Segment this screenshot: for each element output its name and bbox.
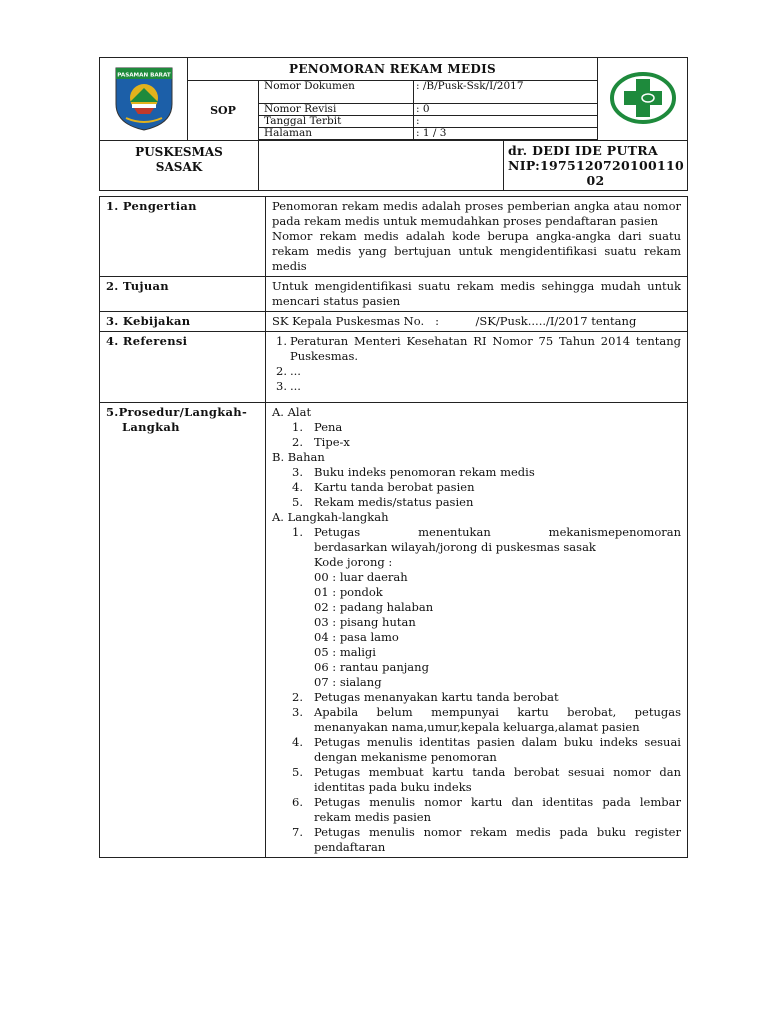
signer-name: dr. DEDI IDE PUTRA — [508, 143, 658, 158]
list-number: 4. — [292, 735, 303, 749]
list-number: 6. — [292, 795, 303, 809]
prosedur-label-line2: Langkah — [122, 420, 180, 434]
section-content-kebijakan: SK Kepala Puskesmas No. : /SK/Pusk...../I/2017 tentang — [266, 312, 688, 332]
meta-value-nomor-dokumen: : /B/Pusk-Ssk/I/2017 — [414, 81, 598, 104]
step1-line2: berdasarkan wilayah/jorong di puskesmas sasak — [314, 540, 596, 554]
meta-label-nomor-revisi: Nomor Revisi — [259, 104, 414, 116]
list-text: Apabila belum mempunyai kartu berobat, petugas menanyakan nama,umur,kepala keluarga,alamat pasien — [314, 705, 681, 734]
list-number: 2. — [276, 364, 287, 378]
kode-jorong-item: 02 : padang halaban — [314, 600, 434, 614]
list-number: 3. — [292, 705, 303, 719]
list-item — [272, 334, 681, 364]
list-text: ... — [290, 364, 301, 378]
pengertian-paragraph-1: Penomoran rekam medis adalah proses pemberian angka atau nomor pada rekam medis untuk memudahkan proses pendaftaran pasien — [272, 199, 681, 228]
section-content-tujuan: Untuk mengidentifikasi suatu rekam medis sehingga mudah untuk mencari status pasien — [266, 277, 688, 312]
puskesmas-line2: SASAK — [155, 160, 203, 174]
list-item — [272, 364, 681, 379]
step-item — [272, 525, 681, 555]
list-item — [272, 480, 681, 495]
list-text: Kartu tanda berobat pasien — [314, 480, 475, 494]
pasaman-barat-logo-icon — [112, 64, 176, 132]
section-label-referensi: 4. Referensi — [100, 332, 266, 403]
sop-body-table — [99, 196, 688, 858]
meta-value-nomor-revisi: : 0 — [414, 104, 598, 116]
kode-jorong-heading: Kode jorong : — [314, 555, 393, 569]
section-label-prosedur — [100, 403, 266, 858]
list-number: 1. — [292, 420, 303, 434]
kode-jorong-item: 04 : pasa lamo — [314, 630, 399, 644]
list-number: 2. — [292, 435, 303, 449]
list-number: 1. — [276, 334, 287, 348]
meta-label-nomor-dokumen: Nomor Dokumen — [259, 81, 414, 104]
meta-value-halaman: : 1 / 3 — [414, 128, 598, 140]
step-item — [272, 705, 681, 735]
list-text: Buku indeks penomoran rekam medis — [314, 465, 535, 479]
section-tujuan — [100, 277, 688, 312]
pengertian-paragraph-2: Nomor rekam medis adalah kode berupa angka-angka dari suatu rekam medis yang bertujuan untuk mengidentifikasi suatu rekam medis — [272, 229, 681, 273]
list-text: Petugas menulis nomor kartu dan identitas pada lembar rekam medis pasien — [314, 795, 681, 824]
puskesmas-name — [100, 141, 259, 191]
signer-nip: NIP:1975120720100110 — [508, 158, 685, 173]
list-number: 3. — [276, 379, 287, 393]
header-table — [99, 57, 688, 191]
list-number: 4. — [292, 480, 303, 494]
step-item — [272, 795, 681, 825]
list-text: ... — [290, 379, 301, 393]
kode-jorong-item: 01 : pondok — [314, 585, 383, 599]
sop-label: SOP — [188, 81, 259, 141]
list-item — [272, 379, 681, 394]
kode-jorong-item: 05 : maligi — [314, 645, 376, 659]
list-text: Peraturan Menteri Kesehatan RI Nomor 75 Tahun 2014 tentang Puskesmas. — [290, 334, 681, 363]
step-item — [272, 690, 681, 705]
step-item — [272, 735, 681, 765]
list-number: 5. — [292, 765, 303, 779]
puskesmas-logo-cell — [598, 58, 688, 141]
list-item — [272, 435, 681, 450]
langkah-heading: A. Langkah-langkah — [272, 510, 389, 524]
list-text: Petugas menanyakan kartu tanda berobat — [314, 690, 559, 704]
section-label-tujuan: 2. Tujuan — [100, 277, 266, 312]
list-number: 7. — [292, 825, 303, 839]
section-content-pengertian — [266, 197, 688, 277]
puskesmas-line1: PUSKESMAS — [135, 145, 223, 159]
signer-nip-tail: 02 — [586, 173, 605, 188]
section-pengertian — [100, 197, 688, 277]
list-number: 1. — [292, 525, 303, 539]
list-text: Petugas menulis nomor rekam medis pada buku register pendaftaran — [314, 825, 681, 854]
step-item — [272, 825, 681, 855]
meta-label-halaman: Halaman — [259, 128, 414, 140]
meta-value-tanggal-terbit: : — [414, 116, 598, 128]
signature-block — [504, 141, 688, 191]
section-content-prosedur — [266, 403, 688, 858]
list-text: Petugas membuat kartu tanda berobat sesuai nomor dan identitas pada buku indeks — [314, 765, 681, 794]
kode-jorong-item: 00 : luar daerah — [314, 570, 408, 584]
list-item — [272, 420, 681, 435]
kode-jorong-item: 07 : sialang — [314, 675, 382, 689]
alat-heading: A. Alat — [272, 405, 312, 419]
step1-line1: Petugas menentukan mekanismepenomoran — [314, 525, 681, 539]
list-text: Petugas menulis identitas pasien dalam buku indeks sesuai dengan mekanisme penomoran — [314, 735, 681, 764]
list-item — [272, 495, 681, 510]
bahan-heading: B. Bahan — [272, 450, 325, 464]
logo-text: PASAMAN BARAT — [116, 72, 171, 78]
prosedur-label-line1: 5.Prosedur/Langkah- — [106, 405, 248, 419]
section-content-referensi — [266, 332, 688, 403]
section-label-kebijakan: 3. Kebijakan — [100, 312, 266, 332]
list-text: Rekam medis/status pasien — [314, 495, 474, 509]
health-cross-logo-icon — [608, 70, 678, 126]
section-prosedur — [100, 403, 688, 858]
list-text: Tipe-x — [314, 435, 350, 449]
step-item — [272, 765, 681, 795]
section-label-pengertian: 1. Pengertian — [100, 197, 266, 277]
kode-jorong-item: 03 : pisang hutan — [314, 615, 416, 629]
list-text: Pena — [314, 420, 343, 434]
empty-header-cell — [259, 141, 504, 191]
kode-jorong-item: 06 : rantau panjang — [314, 660, 429, 674]
regency-logo-cell — [100, 58, 188, 141]
list-number: 5. — [292, 495, 303, 509]
list-number: 3. — [292, 465, 303, 479]
meta-label-tanggal-terbit: Tanggal Terbit — [259, 116, 414, 128]
document-title: PENOMORAN REKAM MEDIS — [188, 58, 598, 81]
section-referensi — [100, 332, 688, 403]
list-item — [272, 465, 681, 480]
section-kebijakan — [100, 312, 688, 332]
list-number: 2. — [292, 690, 303, 704]
